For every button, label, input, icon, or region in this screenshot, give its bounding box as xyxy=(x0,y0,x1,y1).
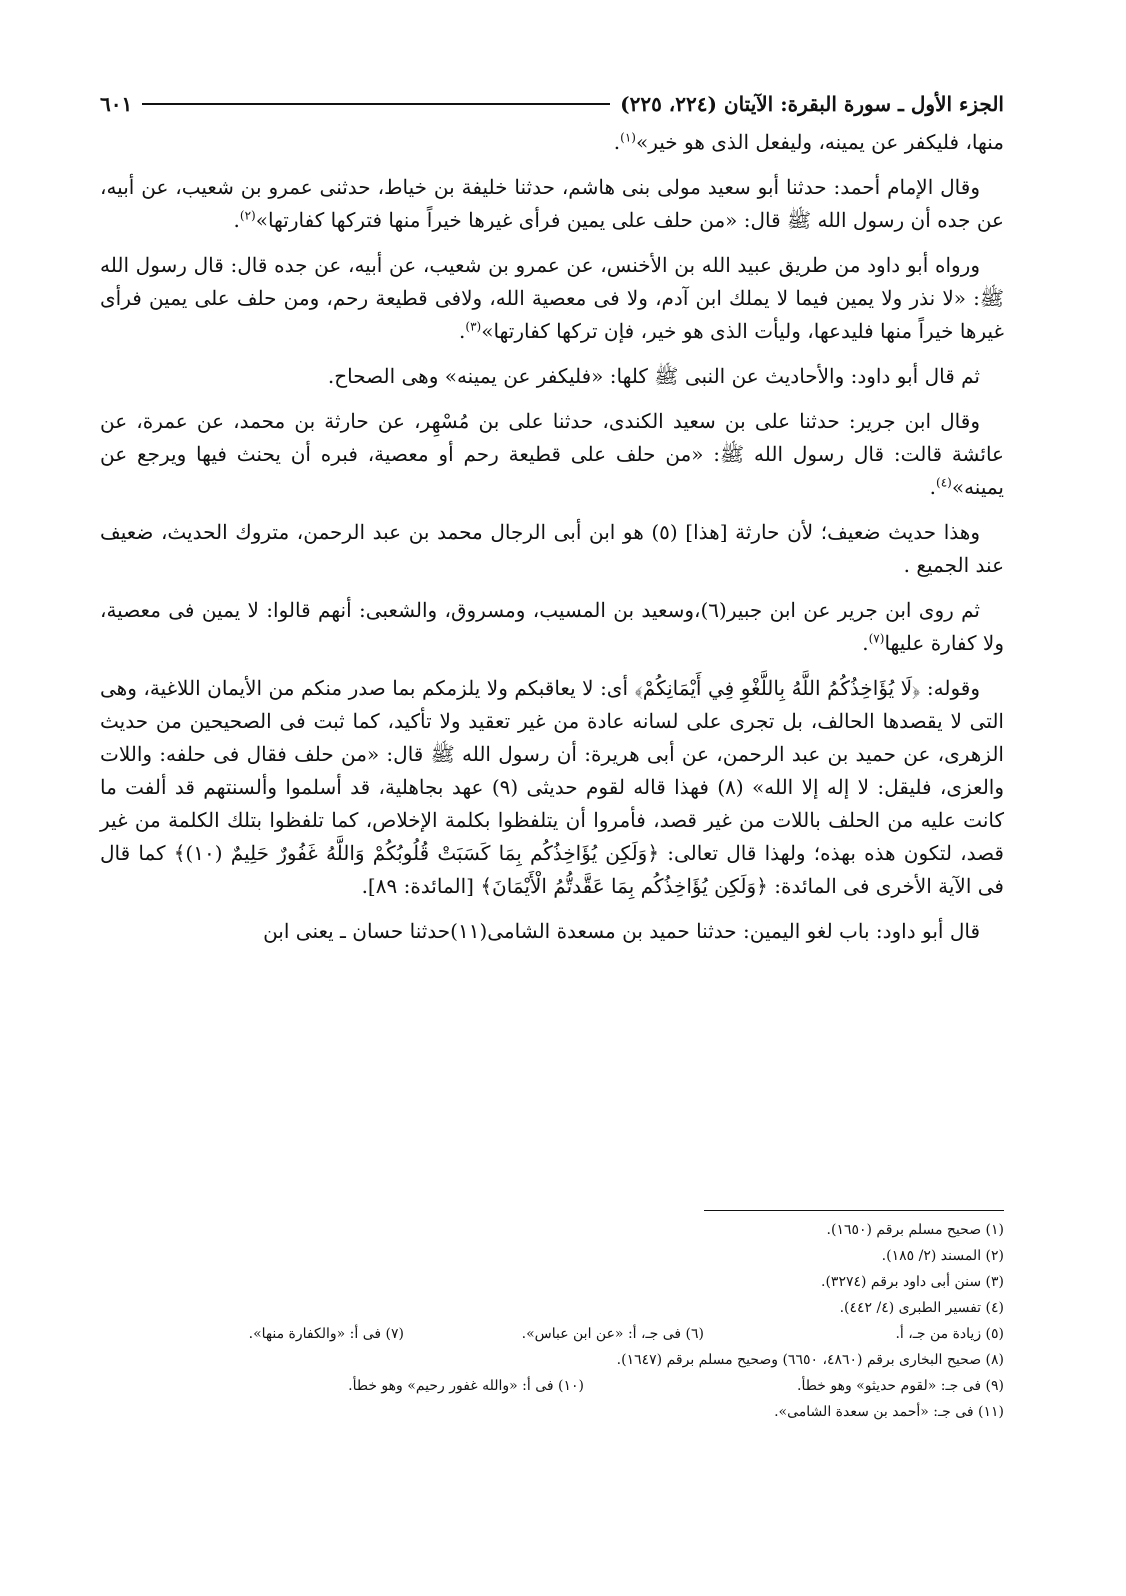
paragraph: وهذا حديث ضعيف؛ لأن حارثة [هذا] (٥) هو ابن أبى الرجال محمد بن عبد الرحمن، متروك الحديث، ضعيف عند الجميع . xyxy=(100,520,1004,577)
paragraph: وقوله: ﴿لَا يُؤَاخِذُكُمُ اللَّهُ بِاللَّغْوِ فِي أَيْمَانِكُمْ﴾ أى: لا يعاقبكم ولا يلزمكم بما صدر منكم من الأيمان اللاغية، وهى التى لا يقصدها الحالف، بل تجرى على لسانه عادة من غير تعقيد ولا تأكيد، كما ثبت فى الصحيحين من حديث الزهرى، عن حميد بن عبد الرحمن، عن أبى هريرة: أن رسول الله ﷺ قال: «من حلف فقال فى حلفه: واللات والعزى، فليقل: لا إله إلا الله» (٨) فهذا قاله لقوم حديثى (٩) عهد بجاهلية، قد أسلموا وألسنتهم قد ألفت ما كانت عليه من الحلف باللات من غير قصد، فأمروا أن يتلفظوا بكلمة الإخلاص، كما تلفظوا بتلك الكلمة من غير قصد، لتكون هذه بهذه؛ ولهذا قال تعالى: ﴿وَلَكِن يُؤَاخِذُكُم بِمَا كَسَبَتْ قُلُوبُكُمْ وَاللَّهُ غَفُورٌ حَلِيمٌ (١٠)﴾ كما قال فى الآية الأخرى فى المائدة: ﴿وَلَكِن يُؤَاخِذُكُم بِمَا عَقَّدتُّمُ الْأَيْمَانَ﴾ [المائدة: ٨٩]. xyxy=(100,676,1005,898)
footnote: (٧) فى أ: «والكفارة منها». xyxy=(248,1326,404,1342)
footnote: (٣) سنن أبى داود برقم (٣٢٧٤). xyxy=(821,1274,1004,1290)
running-header xyxy=(100,84,1004,124)
footnote: (١١) فى جـ: «أحمد بن سعدة الشامى». xyxy=(774,1404,1004,1420)
paragraph: منها، فليكفر عن يمينه، وليفعل الذى هو خير»$^{(١)}$. xyxy=(613,130,1004,154)
footnotes xyxy=(104,1210,1004,1425)
footnote-ref: (٤) xyxy=(936,475,952,490)
footnote-ref: (٢) xyxy=(239,208,256,223)
footnote-ref: (٧) xyxy=(868,631,885,646)
footnote: (٢) المسند (٢/ ١٨٥). xyxy=(881,1248,1004,1264)
footnote: (٥) زيادة من جـ، أ. xyxy=(895,1326,1004,1342)
footnote-ref: (١) xyxy=(620,130,636,145)
footnote: (١) صحيح مسلم برقم (١٦٥٠). xyxy=(826,1222,1004,1238)
header-title: الجزء الأول ـ سورة البقرة: الآيتان (٢٢٤، ٢٢٥) xyxy=(620,92,1004,116)
page-number: ٦٠١ xyxy=(100,92,133,116)
paragraph: ثم روى ابن جرير عن ابن جبير(٦)،وسعيد بن المسيب، ومسروق، والشعبى: أنهم قالوا: لا يمين فى معصية، ولا كفارة عليها$^{(٧)}$. xyxy=(100,598,1004,655)
paragraph: وقال ابن جرير: حدثنا على بن سعيد الكندى، حدثنا على بن مُسْهِر، عن حارثة بن محمد، عن عمرة، عن عائشة قالت: قال رسول الله ﷺ: «من حلف على قطيعة رحم أو معصية، فبره أن يحنث فيها ويرجع عن يمينه»$^{(٤)}$. xyxy=(100,409,1004,499)
paragraph: ثم قال أبو داود: والأحاديث عن النبى ﷺ كلها: «فليكفر عن يمينه» وهى الصحاح. xyxy=(327,364,980,388)
paragraph: قال أبو داود: باب لغو اليمين: حدثنا حميد بن مسعدة الشامى(١١)حدثنا حسان ـ يعنى ابن xyxy=(263,919,980,943)
footnote: (٩) فى جـ: «لقوم حديثو» وهو خطأ. xyxy=(797,1378,1004,1394)
footnote: (٨) صحيح البخارى برقم (٤٨٦٠، ٦٦٥٠) وصحيح مسلم برقم (١٦٤٧). xyxy=(616,1352,1004,1368)
footnote: (٤) تفسير الطبرى (٤/ ٤٤٢). xyxy=(839,1300,1004,1316)
footnote-ref: (٣) xyxy=(465,319,482,334)
footnote-rule xyxy=(704,1210,1004,1211)
header-rule xyxy=(142,103,610,105)
main-text xyxy=(100,126,1004,948)
footnote: (٦) فى جـ، أ: «عن ابن عباس». xyxy=(521,1326,704,1342)
footnote: (١٠) فى أ: «والله غفور رحيم» وهو خطأ. xyxy=(348,1378,584,1394)
paragraph: ورواه أبو داود من طريق عبيد الله بن الأخنس، عن عمرو بن شعيب، عن أبيه، عن جده قال: قال رسول الله ﷺ: «لا نذر ولا يمين فيما لا يملك ابن آدم، ولا فى معصية الله، ولافى قطيعة رحم، ومن حلف على يمين فرأى غيرها خيراً منها فليدعها، وليأت الذى هو خير، فإن تركها كفارتها»$^{(٣)}$. xyxy=(100,253,1004,343)
paragraph: وقال الإمام أحمد: حدثنا أبو سعيد مولى بنى هاشم، حدثنا خليفة بن خياط، حدثنى عمرو بن شعيب، عن أبيه، عن جده أن رسول الله ﷺ قال: «من حلف على يمين فرأى غيرها خيراً منها فتركها كفارتها»$^{(٢)}$. xyxy=(100,175,1004,232)
